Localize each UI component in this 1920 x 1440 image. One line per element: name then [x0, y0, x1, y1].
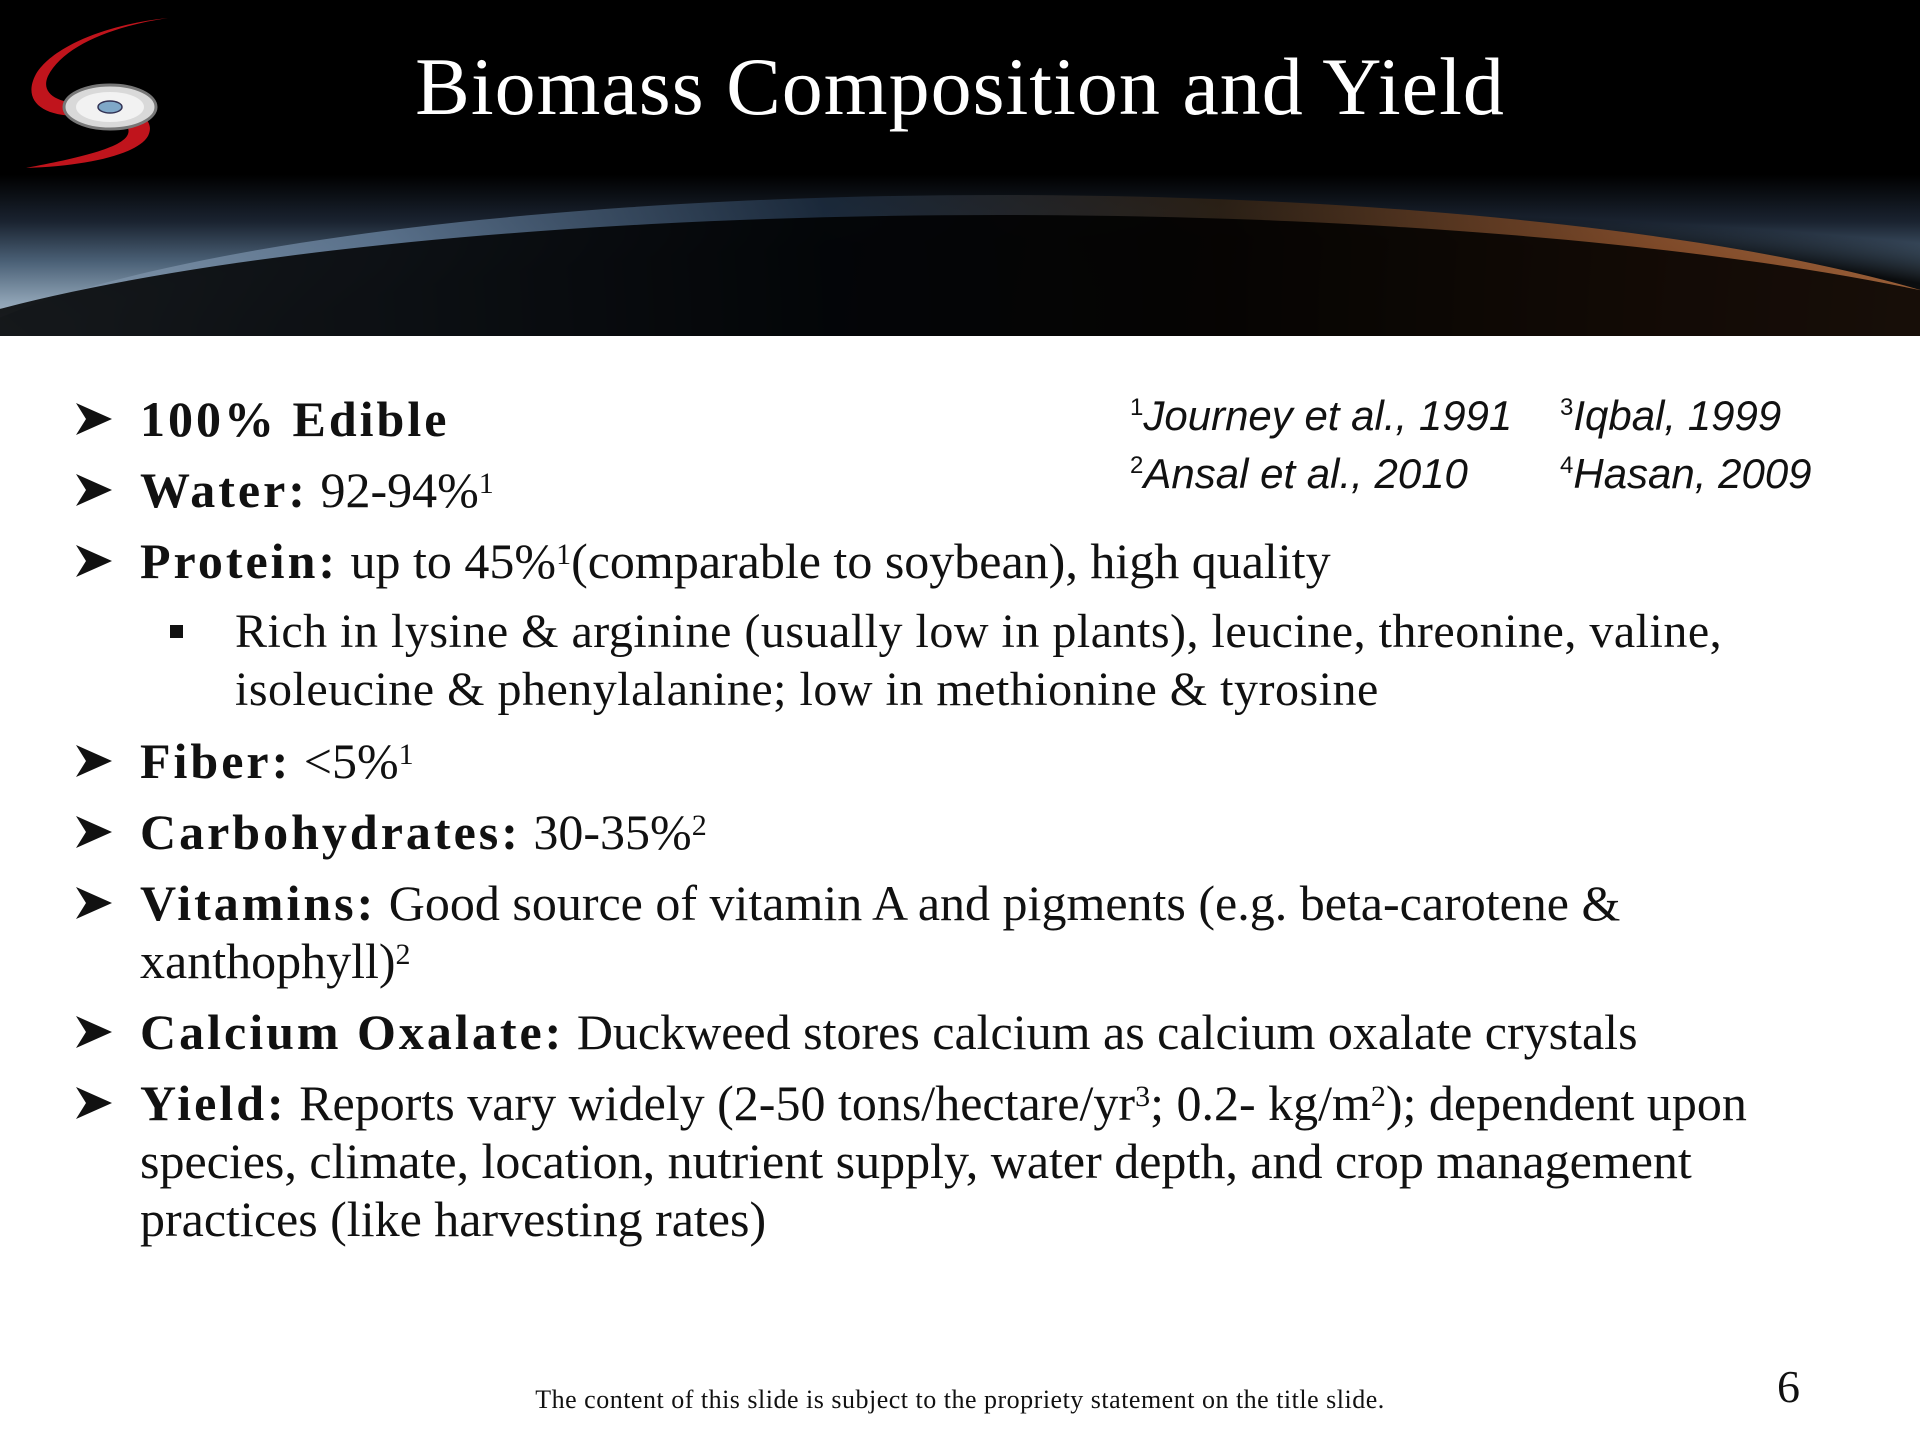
- bullet-fiber: Fiber: <5%$^1$: [70, 732, 1860, 790]
- arrow-bullet-icon: [70, 1074, 120, 1132]
- page-number: 6: [1777, 1361, 1800, 1412]
- bullet-calcium-oxalate: Calcium Oxalate: Duckweed stores calcium as calcium oxalate crystals: [70, 1003, 1860, 1061]
- slide-title: Biomass Composition and Yield: [415, 41, 1505, 132]
- sub-bullet-amino-acids: Rich in lysine & arginine (usually low in plants), leucine, threonine, valine, isoleucine & phenylalanine; low in methionine & tyrosine: [70, 603, 1860, 719]
- bullet-water: Water: 92-94%$^1$: [70, 461, 1860, 519]
- header-banner: [0, 0, 1920, 336]
- bullet-edible: 100% Edible: [70, 390, 1860, 448]
- reference-4: $^4$Hasan, 2009: [1560, 450, 1812, 497]
- bullet-yield: Yield: Reports vary widely (2-50 tons/$hectare/yr^3$; 0.2- $kg/m^2$); dependent upon species, climate, location, nutrient supply, water depth, and crop management practices (like harvesting rates): [70, 1074, 1860, 1248]
- reference-1: $^1$Journey et al., 1991: [1130, 392, 1513, 439]
- proprietary-footer: The content of this slide is subject to the propriety statement on the title slide.: [535, 1385, 1385, 1414]
- bullet-vitamins: Vitamins: Good source of vitamin A and pigments (e.g. beta-carotene & xanthophyll)$^2$: [70, 874, 1860, 990]
- arrow-bullet-icon: [70, 1003, 120, 1061]
- bullet-protein: Protein: up to 45%$^1$(comparable to soybean), high quality: [70, 532, 1860, 590]
- bullet-carbohydrates: Carbohydrates: 30-35%$^2$: [70, 803, 1860, 861]
- arrow-bullet-icon: [70, 732, 120, 790]
- arrow-bullet-icon: [70, 532, 120, 590]
- arrow-bullet-icon: [70, 874, 120, 932]
- arrow-bullet-icon: [70, 390, 120, 448]
- bullet-list: [70, 390, 1860, 1261]
- reference-2: $^2$Ansal et al., 2010: [1130, 450, 1468, 497]
- reference-3: $^3$Iqbal, 1999: [1560, 392, 1782, 439]
- arrow-bullet-icon: [70, 803, 120, 861]
- arrow-bullet-icon: [70, 461, 120, 519]
- square-bullet-icon: [170, 625, 183, 638]
